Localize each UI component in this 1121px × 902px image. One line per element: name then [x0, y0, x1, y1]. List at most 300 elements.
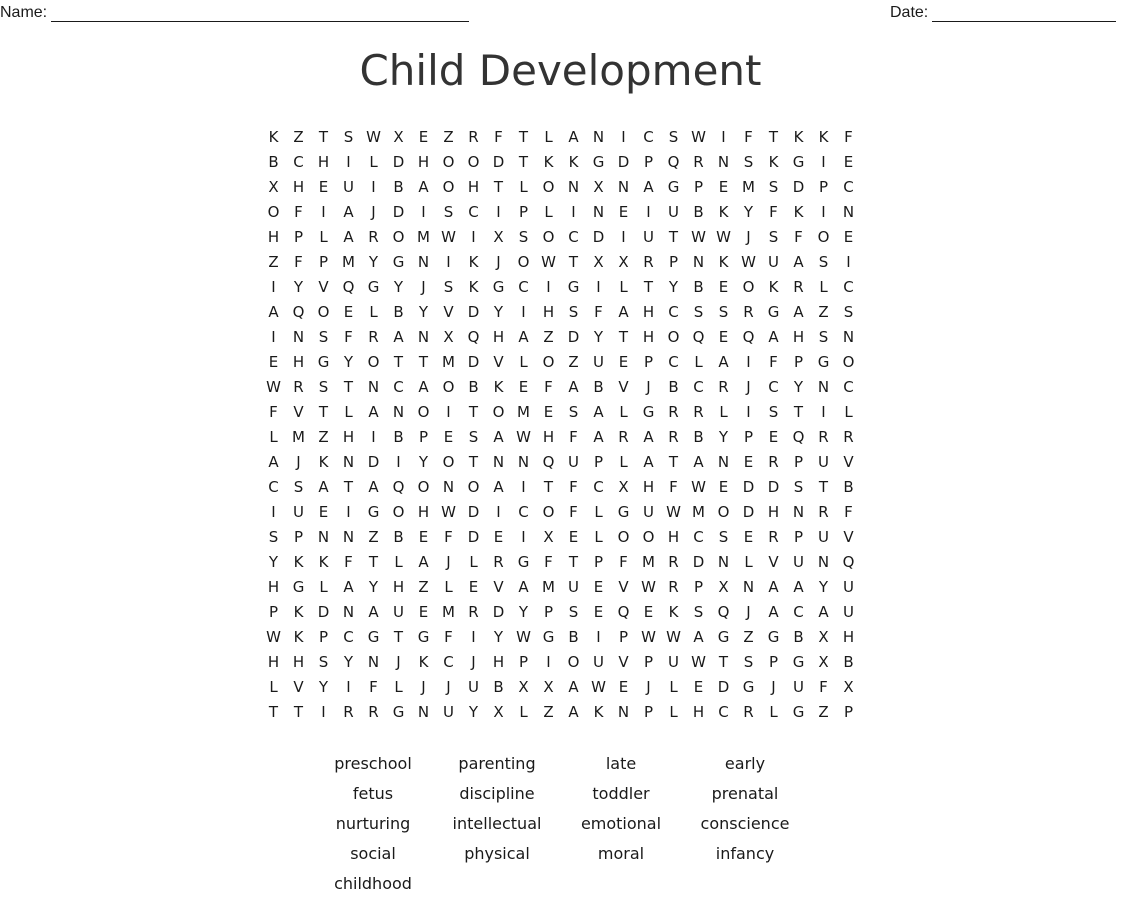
grid-letter[interactable]: T [418, 352, 429, 371]
grid-letter[interactable]: U [843, 602, 854, 621]
grid-letter[interactable]: L [519, 352, 528, 371]
grid-letter[interactable]: D [467, 527, 480, 546]
grid-letter[interactable]: B [568, 627, 579, 646]
grid-letter[interactable]: U [393, 602, 404, 621]
grid-letter[interactable]: D [792, 177, 805, 196]
grid-letter[interactable]: Z [268, 252, 279, 271]
grid-letter[interactable]: P [643, 652, 654, 671]
grid-letter[interactable]: O [367, 352, 380, 371]
grid-letter[interactable]: D [617, 152, 630, 171]
grid-letter[interactable]: E [843, 152, 854, 171]
grid-letter[interactable]: S [843, 302, 854, 321]
grid-letter[interactable]: V [293, 402, 304, 421]
grid-letter[interactable]: X [493, 227, 504, 246]
grid-letter[interactable]: B [393, 177, 404, 196]
grid-letter[interactable]: L [619, 452, 628, 471]
grid-letter[interactable]: N [792, 502, 805, 521]
grid-letter[interactable]: A [268, 302, 279, 321]
grid-letter[interactable]: T [518, 152, 529, 171]
grid-letter[interactable]: H [267, 577, 280, 596]
grid-letter[interactable]: Y [343, 652, 354, 671]
grid-letter[interactable]: C [843, 177, 854, 196]
grid-letter[interactable]: U [568, 577, 579, 596]
grid-letter[interactable]: E [318, 177, 329, 196]
grid-letter[interactable]: G [767, 627, 780, 646]
grid-letter[interactable]: T [543, 477, 554, 496]
grid-letter[interactable]: C [393, 377, 404, 396]
grid-letter[interactable]: K [818, 127, 829, 146]
grid-letter[interactable]: B [493, 677, 504, 696]
grid-letter[interactable]: E [468, 577, 479, 596]
grid-letter[interactable]: G [392, 702, 405, 721]
grid-letter[interactable]: T [393, 627, 404, 646]
grid-letter[interactable]: O [642, 527, 655, 546]
grid-letter[interactable]: H [342, 427, 355, 446]
grid-letter[interactable]: N [717, 452, 730, 471]
grid-letter[interactable]: J [746, 227, 751, 246]
grid-letter[interactable]: W [666, 627, 681, 646]
grid-letter[interactable]: B [468, 377, 479, 396]
grid-letter[interactable]: N [317, 527, 330, 546]
grid-letter[interactable]: H [667, 527, 680, 546]
grid-letter[interactable]: I [846, 252, 851, 271]
grid-letter[interactable]: G [717, 627, 730, 646]
grid-letter[interactable]: X [393, 127, 404, 146]
grid-letter[interactable]: P [793, 352, 804, 371]
grid-letter[interactable]: A [643, 427, 654, 446]
grid-letter[interactable]: S [568, 602, 579, 621]
grid-letter[interactable]: I [396, 452, 401, 471]
grid-letter[interactable]: F [444, 627, 453, 646]
grid-letter[interactable]: X [593, 252, 604, 271]
grid-letter[interactable]: W [741, 252, 756, 271]
grid-letter[interactable]: W [266, 627, 281, 646]
grid-letter[interactable]: X [718, 577, 729, 596]
grid-letter[interactable]: I [571, 202, 576, 221]
grid-letter[interactable]: U [568, 452, 579, 471]
grid-letter[interactable]: H [767, 502, 780, 521]
grid-letter[interactable]: T [493, 177, 504, 196]
grid-letter[interactable]: R [818, 502, 829, 521]
grid-letter[interactable]: L [819, 277, 828, 296]
grid-letter[interactable]: E [518, 377, 529, 396]
grid-letter[interactable]: I [496, 502, 501, 521]
grid-letter[interactable]: G [542, 627, 555, 646]
grid-letter[interactable]: O [517, 252, 530, 271]
grid-letter[interactable]: D [492, 602, 505, 621]
grid-letter[interactable]: T [318, 127, 329, 146]
grid-letter[interactable]: Z [743, 627, 754, 646]
grid-letter[interactable]: J [421, 677, 426, 696]
grid-letter[interactable]: I [546, 277, 551, 296]
date-field[interactable] [890, 4, 1116, 22]
grid-letter[interactable]: A [643, 452, 654, 471]
grid-letter[interactable]: C [268, 477, 279, 496]
grid-letter[interactable]: M [342, 252, 355, 271]
grid-letter[interactable]: P [318, 627, 329, 646]
grid-letter[interactable]: T [793, 402, 804, 421]
grid-letter[interactable]: V [493, 577, 504, 596]
grid-letter[interactable]: O [492, 402, 505, 421]
grid-letter[interactable]: D [392, 152, 405, 171]
grid-letter[interactable]: A [568, 677, 579, 696]
grid-letter[interactable]: P [543, 602, 554, 621]
grid-letter[interactable]: Y [368, 577, 379, 596]
grid-letter[interactable]: X [543, 677, 554, 696]
grid-letter[interactable]: K [543, 152, 554, 171]
grid-letter[interactable]: O [617, 527, 630, 546]
grid-letter[interactable]: O [267, 202, 280, 221]
grid-letter[interactable]: O [842, 352, 855, 371]
grid-letter[interactable]: S [718, 302, 729, 321]
grid-letter[interactable]: X [518, 677, 529, 696]
grid-letter[interactable]: W [691, 127, 706, 146]
grid-letter[interactable]: Q [617, 602, 630, 621]
grid-letter[interactable]: H [492, 327, 505, 346]
grid-letter[interactable]: E [593, 602, 604, 621]
grid-letter[interactable]: Z [818, 302, 829, 321]
grid-letter[interactable]: K [468, 252, 479, 271]
grid-letter[interactable]: O [442, 452, 455, 471]
grid-letter[interactable]: R [768, 452, 779, 471]
grid-letter[interactable]: S [768, 402, 779, 421]
grid-letter[interactable]: S [518, 227, 529, 246]
grid-letter[interactable]: S [668, 127, 679, 146]
grid-letter[interactable]: W [691, 652, 706, 671]
grid-letter[interactable]: U [468, 677, 479, 696]
grid-letter[interactable]: X [443, 327, 454, 346]
grid-letter[interactable]: Z [418, 577, 429, 596]
grid-letter[interactable]: C [693, 527, 704, 546]
grid-letter[interactable]: G [592, 152, 605, 171]
grid-letter[interactable]: A [718, 352, 729, 371]
grid-letter[interactable]: P [518, 202, 529, 221]
grid-letter[interactable]: A [493, 477, 504, 496]
grid-letter[interactable]: V [843, 452, 854, 471]
grid-letter[interactable]: N [342, 452, 355, 471]
grid-letter[interactable]: N [817, 552, 830, 571]
grid-letter[interactable]: Y [818, 577, 829, 596]
grid-letter[interactable]: K [568, 152, 579, 171]
grid-letter[interactable]: T [318, 402, 329, 421]
grid-letter[interactable]: Z [543, 327, 554, 346]
grid-letter[interactable]: I [621, 227, 626, 246]
grid-letter[interactable]: H [642, 477, 655, 496]
grid-letter[interactable]: S [818, 252, 829, 271]
grid-letter[interactable]: R [818, 427, 829, 446]
grid-letter[interactable]: O [742, 277, 755, 296]
grid-letter[interactable]: S [718, 527, 729, 546]
grid-letter[interactable]: P [793, 527, 804, 546]
grid-letter[interactable]: F [744, 127, 753, 146]
grid-letter[interactable]: O [442, 152, 455, 171]
grid-letter[interactable]: F [369, 677, 378, 696]
grid-letter[interactable]: K [293, 552, 304, 571]
grid-letter[interactable]: D [742, 502, 755, 521]
grid-letter[interactable]: K [318, 452, 329, 471]
grid-letter[interactable]: R [693, 402, 704, 421]
grid-letter[interactable]: N [617, 702, 630, 721]
grid-letter[interactable]: H [467, 177, 480, 196]
grid-letter[interactable]: P [293, 527, 304, 546]
grid-letter[interactable]: T [818, 477, 829, 496]
grid-letter[interactable]: A [418, 377, 429, 396]
grid-letter[interactable]: A [618, 302, 629, 321]
grid-letter[interactable]: L [319, 577, 328, 596]
grid-letter[interactable]: Q [792, 427, 805, 446]
grid-letter[interactable]: G [567, 277, 580, 296]
grid-letter[interactable]: W [366, 127, 381, 146]
grid-letter[interactable]: H [542, 302, 555, 321]
grid-letter[interactable]: E [618, 677, 629, 696]
grid-letter[interactable]: P [643, 702, 654, 721]
grid-letter[interactable]: R [668, 427, 679, 446]
grid-letter[interactable]: A [518, 577, 529, 596]
grid-letter[interactable]: I [821, 202, 826, 221]
grid-letter[interactable]: N [592, 127, 605, 146]
grid-letter[interactable]: A [343, 227, 354, 246]
grid-letter[interactable]: X [618, 252, 629, 271]
grid-letter[interactable]: E [418, 527, 429, 546]
grid-letter[interactable]: P [643, 152, 654, 171]
grid-letter[interactable]: D [692, 552, 705, 571]
grid-letter[interactable]: U [343, 177, 354, 196]
grid-letter[interactable]: R [768, 527, 779, 546]
grid-letter[interactable]: A [593, 402, 604, 421]
grid-letter[interactable]: P [643, 352, 654, 371]
grid-letter[interactable]: A [568, 377, 579, 396]
grid-letter[interactable]: F [294, 252, 303, 271]
grid-letter[interactable]: U [593, 652, 604, 671]
grid-letter[interactable]: L [269, 427, 278, 446]
grid-letter[interactable]: S [743, 652, 754, 671]
grid-letter[interactable]: F [594, 302, 603, 321]
grid-letter[interactable]: I [446, 402, 451, 421]
grid-letter[interactable]: Q [667, 152, 680, 171]
grid-letter[interactable]: K [793, 127, 804, 146]
grid-letter[interactable]: R [468, 602, 479, 621]
grid-letter[interactable]: A [693, 452, 704, 471]
grid-letter[interactable]: D [467, 302, 480, 321]
grid-letter[interactable]: H [267, 227, 280, 246]
grid-letter[interactable]: W [716, 227, 731, 246]
grid-letter[interactable]: I [321, 702, 326, 721]
grid-letter[interactable]: X [818, 652, 829, 671]
grid-letter[interactable]: B [843, 477, 854, 496]
grid-letter[interactable]: S [768, 177, 779, 196]
grid-letter[interactable]: Y [743, 202, 754, 221]
grid-letter[interactable]: O [392, 502, 405, 521]
grid-letter[interactable]: P [618, 627, 629, 646]
grid-letter[interactable]: I [271, 327, 276, 346]
grid-letter[interactable]: R [668, 402, 679, 421]
grid-letter[interactable]: P [668, 252, 679, 271]
grid-letter[interactable]: S [793, 477, 804, 496]
grid-letter[interactable]: W [266, 377, 281, 396]
grid-letter[interactable]: R [493, 552, 504, 571]
grid-letter[interactable]: E [568, 527, 579, 546]
grid-letter[interactable]: F [569, 477, 578, 496]
grid-letter[interactable]: V [843, 527, 854, 546]
grid-letter[interactable]: K [718, 252, 729, 271]
grid-letter[interactable]: Y [268, 552, 279, 571]
grid-letter[interactable]: L [669, 702, 678, 721]
grid-letter[interactable]: D [767, 477, 780, 496]
grid-letter[interactable]: N [517, 452, 530, 471]
grid-letter[interactable]: S [693, 602, 704, 621]
grid-letter[interactable]: G [792, 652, 805, 671]
grid-letter[interactable]: A [793, 302, 804, 321]
grid-letter[interactable]: K [468, 277, 479, 296]
grid-letter[interactable]: P [268, 602, 279, 621]
grid-letter[interactable]: R [668, 577, 679, 596]
grid-letter[interactable]: O [542, 227, 555, 246]
grid-letter[interactable]: X [593, 177, 604, 196]
grid-letter[interactable]: Q [292, 302, 305, 321]
grid-letter[interactable]: F [544, 552, 553, 571]
grid-letter[interactable]: T [368, 552, 379, 571]
grid-letter[interactable]: D [717, 677, 730, 696]
grid-letter[interactable]: U [843, 577, 854, 596]
grid-letter[interactable]: T [643, 277, 654, 296]
grid-letter[interactable]: I [446, 252, 451, 271]
grid-letter[interactable]: A [568, 702, 579, 721]
grid-letter[interactable]: C [718, 702, 729, 721]
grid-letter[interactable]: L [394, 552, 403, 571]
grid-letter[interactable]: D [742, 477, 755, 496]
grid-letter[interactable]: F [844, 127, 853, 146]
grid-letter[interactable]: N [367, 652, 380, 671]
grid-letter[interactable]: L [269, 677, 278, 696]
grid-letter[interactable]: Z [543, 702, 554, 721]
grid-letter[interactable]: E [643, 602, 654, 621]
grid-letter[interactable]: S [293, 477, 304, 496]
grid-letter[interactable]: O [542, 502, 555, 521]
grid-letter[interactable]: U [668, 652, 679, 671]
grid-letter[interactable]: L [594, 527, 603, 546]
grid-letter[interactable]: W [516, 627, 531, 646]
grid-letter[interactable]: G [392, 252, 405, 271]
grid-letter[interactable]: S [443, 277, 454, 296]
grid-letter[interactable]: Q [692, 327, 705, 346]
grid-letter[interactable]: G [767, 302, 780, 321]
grid-letter[interactable]: H [392, 577, 405, 596]
date-blank-line[interactable] [932, 5, 1116, 22]
grid-letter[interactable]: V [318, 277, 329, 296]
grid-letter[interactable]: F [294, 202, 303, 221]
grid-letter[interactable]: B [693, 277, 704, 296]
grid-letter[interactable]: L [544, 202, 553, 221]
grid-letter[interactable]: N [692, 252, 705, 271]
grid-letter[interactable]: K [293, 602, 304, 621]
grid-letter[interactable]: T [768, 127, 779, 146]
grid-letter[interactable]: E [718, 277, 729, 296]
grid-letter[interactable]: H [692, 702, 705, 721]
grid-letter[interactable]: D [317, 602, 330, 621]
grid-letter[interactable]: N [292, 327, 305, 346]
grid-letter[interactable]: N [567, 177, 580, 196]
grid-letter[interactable]: O [567, 652, 580, 671]
grid-letter[interactable]: M [292, 427, 305, 446]
grid-letter[interactable]: N [842, 327, 855, 346]
grid-letter[interactable]: O [392, 227, 405, 246]
grid-letter[interactable]: J [646, 677, 651, 696]
grid-letter[interactable]: C [443, 652, 454, 671]
grid-letter[interactable]: A [593, 427, 604, 446]
grid-letter[interactable]: D [367, 452, 380, 471]
grid-letter[interactable]: U [793, 552, 804, 571]
grid-letter[interactable]: G [667, 177, 680, 196]
grid-letter[interactable]: A [643, 177, 654, 196]
grid-letter[interactable]: O [417, 477, 430, 496]
grid-letter[interactable]: P [518, 652, 529, 671]
grid-letter[interactable]: I [596, 627, 601, 646]
grid-letter[interactable]: L [369, 152, 378, 171]
grid-letter[interactable]: L [519, 702, 528, 721]
grid-letter[interactable]: H [417, 152, 430, 171]
grid-letter[interactable]: A [768, 327, 779, 346]
grid-letter[interactable]: I [271, 502, 276, 521]
grid-letter[interactable]: J [646, 377, 651, 396]
grid-letter[interactable]: S [818, 327, 829, 346]
grid-letter[interactable]: W [691, 227, 706, 246]
grid-letter[interactable]: X [843, 677, 854, 696]
grid-letter[interactable]: P [318, 252, 329, 271]
grid-letter[interactable]: T [718, 652, 729, 671]
grid-letter[interactable]: P [593, 452, 604, 471]
grid-letter[interactable]: I [371, 427, 376, 446]
grid-letter[interactable]: E [318, 502, 329, 521]
grid-letter[interactable]: A [343, 577, 354, 596]
grid-letter[interactable]: P [418, 427, 429, 446]
grid-letter[interactable]: V [618, 577, 629, 596]
grid-letter[interactable]: I [471, 227, 476, 246]
grid-letter[interactable]: A [818, 602, 829, 621]
grid-letter[interactable]: M [442, 602, 455, 621]
grid-letter[interactable]: L [744, 552, 753, 571]
grid-letter[interactable]: S [318, 327, 329, 346]
grid-letter[interactable]: K [593, 702, 604, 721]
grid-letter[interactable]: A [368, 402, 379, 421]
grid-letter[interactable]: W [691, 477, 706, 496]
grid-letter[interactable]: I [746, 402, 751, 421]
grid-letter[interactable]: F [769, 202, 778, 221]
grid-letter[interactable]: A [393, 327, 404, 346]
grid-letter[interactable]: C [793, 602, 804, 621]
grid-letter[interactable]: I [421, 202, 426, 221]
grid-letter[interactable]: G [642, 402, 655, 421]
grid-letter[interactable]: A [493, 427, 504, 446]
grid-letter[interactable]: S [443, 202, 454, 221]
grid-letter[interactable]: G [292, 577, 305, 596]
grid-letter[interactable]: U [643, 227, 654, 246]
grid-letter[interactable]: S [743, 152, 754, 171]
grid-letter[interactable]: A [768, 602, 779, 621]
grid-letter[interactable]: Z [368, 527, 379, 546]
grid-letter[interactable]: G [817, 352, 830, 371]
grid-letter[interactable]: O [542, 352, 555, 371]
grid-letter[interactable]: C [643, 127, 654, 146]
grid-letter[interactable]: D [392, 202, 405, 221]
grid-letter[interactable]: F [669, 477, 678, 496]
grid-letter[interactable]: L [369, 302, 378, 321]
grid-letter[interactable]: F [819, 677, 828, 696]
grid-letter[interactable]: C [293, 152, 304, 171]
grid-letter[interactable]: R [468, 127, 479, 146]
grid-letter[interactable]: O [442, 377, 455, 396]
grid-letter[interactable]: J [496, 252, 501, 271]
grid-letter[interactable]: H [542, 427, 555, 446]
